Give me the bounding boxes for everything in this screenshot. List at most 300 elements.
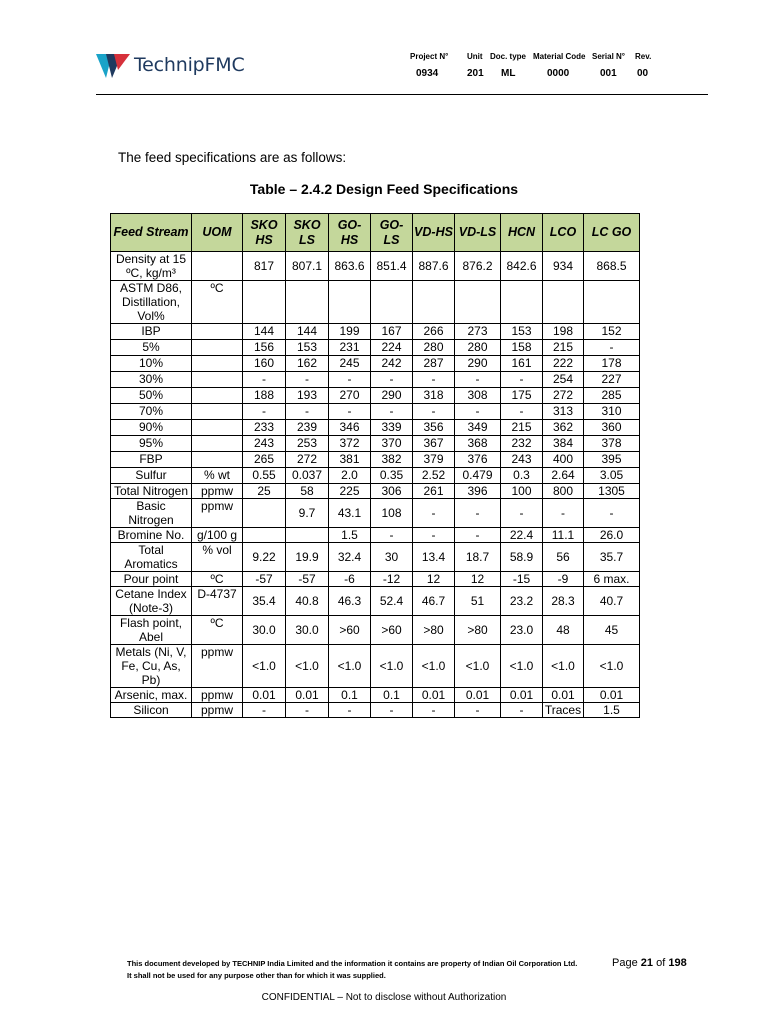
table-row bbox=[111, 372, 640, 388]
value-cell: >80 bbox=[455, 616, 501, 645]
value-cell: - bbox=[413, 703, 455, 718]
value-cell: 280 bbox=[413, 340, 455, 356]
value-cell: 265 bbox=[243, 452, 286, 468]
row-label-cell: Metals (Ni, V, Fe, Cu, As, Pb) bbox=[111, 645, 192, 688]
value-cell: 285 bbox=[584, 388, 640, 404]
value-cell: - bbox=[371, 703, 413, 718]
value-cell: - bbox=[413, 528, 455, 543]
meta-label-serial: Serial N° bbox=[592, 52, 625, 61]
value-cell: 215 bbox=[543, 340, 584, 356]
value-cell: 11.1 bbox=[543, 528, 584, 543]
technipfmc-logo-icon bbox=[96, 50, 130, 80]
value-cell: 22.4 bbox=[501, 528, 543, 543]
value-cell: - bbox=[329, 404, 371, 420]
table-row bbox=[111, 703, 640, 718]
value-cell: 367 bbox=[413, 436, 455, 452]
value-cell: 52.4 bbox=[371, 587, 413, 616]
value-cell: 243 bbox=[501, 452, 543, 468]
value-cell: <1.0 bbox=[413, 645, 455, 688]
row-label-cell: Silicon bbox=[111, 703, 192, 718]
value-cell: 851.4 bbox=[371, 252, 413, 281]
value-cell: 400 bbox=[543, 452, 584, 468]
uom-cell: ppmw bbox=[192, 645, 243, 688]
value-cell: 266 bbox=[413, 324, 455, 340]
value-cell: -6 bbox=[329, 572, 371, 587]
value-cell: <1.0 bbox=[329, 645, 371, 688]
value-cell: 0.55 bbox=[243, 468, 286, 484]
value-cell: 224 bbox=[371, 340, 413, 356]
value-cell: <1.0 bbox=[243, 645, 286, 688]
value-cell: - bbox=[455, 528, 501, 543]
value-cell: 28.3 bbox=[543, 587, 584, 616]
value-cell: Traces bbox=[543, 703, 584, 718]
meta-value-serial: 001 bbox=[600, 68, 617, 79]
table-row bbox=[111, 420, 640, 436]
uom-cell: ºC bbox=[192, 572, 243, 587]
value-cell: 199 bbox=[329, 324, 371, 340]
value-cell: 817 bbox=[243, 252, 286, 281]
value-cell: 0.01 bbox=[584, 688, 640, 703]
value-cell: 175 bbox=[501, 388, 543, 404]
page-prefix: Page bbox=[612, 957, 638, 969]
value-cell: - bbox=[584, 499, 640, 528]
value-cell: 12 bbox=[455, 572, 501, 587]
table-row bbox=[111, 528, 640, 543]
value-cell: 153 bbox=[501, 324, 543, 340]
value-cell: 239 bbox=[286, 420, 329, 436]
uom-cell: ppmw bbox=[192, 703, 243, 718]
value-cell: - bbox=[371, 372, 413, 388]
value-cell: - bbox=[413, 372, 455, 388]
meta-label-rev: Rev. bbox=[635, 52, 652, 61]
column-header: Feed Stream bbox=[111, 214, 192, 252]
value-cell: 384 bbox=[543, 436, 584, 452]
value-cell: 243 bbox=[243, 436, 286, 452]
value-cell bbox=[371, 281, 413, 324]
value-cell: 188 bbox=[243, 388, 286, 404]
uom-cell: ppmw bbox=[192, 688, 243, 703]
company-name: TechnipFMC bbox=[134, 54, 245, 76]
value-cell: 231 bbox=[329, 340, 371, 356]
meta-value-doc-type: ML bbox=[501, 68, 516, 79]
uom-cell: g/100 g bbox=[192, 528, 243, 543]
value-cell: 153 bbox=[286, 340, 329, 356]
uom-cell bbox=[192, 388, 243, 404]
meta-value-project: 0934 bbox=[416, 68, 439, 79]
column-header: VD-HS bbox=[413, 214, 455, 252]
meta-label-doc-type: Doc. type bbox=[490, 52, 527, 61]
value-cell: 193 bbox=[286, 388, 329, 404]
value-cell: 144 bbox=[286, 324, 329, 340]
uom-cell bbox=[192, 404, 243, 420]
value-cell: 0.01 bbox=[501, 688, 543, 703]
value-cell: 30 bbox=[371, 543, 413, 572]
value-cell: 270 bbox=[329, 388, 371, 404]
table-row bbox=[111, 484, 640, 499]
value-cell: 232 bbox=[501, 436, 543, 452]
value-cell: <1.0 bbox=[501, 645, 543, 688]
value-cell: 162 bbox=[286, 356, 329, 372]
value-cell bbox=[243, 281, 286, 324]
value-cell: 261 bbox=[413, 484, 455, 499]
page-number bbox=[612, 957, 687, 969]
uom-cell bbox=[192, 420, 243, 436]
value-cell: -15 bbox=[501, 572, 543, 587]
column-header: GO-LS bbox=[371, 214, 413, 252]
meta-label-unit: Unit bbox=[467, 52, 483, 61]
uom-cell: ppmw bbox=[192, 484, 243, 499]
value-cell: 108 bbox=[371, 499, 413, 528]
value-cell bbox=[286, 528, 329, 543]
row-label-cell: 5% bbox=[111, 340, 192, 356]
value-cell: - bbox=[329, 703, 371, 718]
value-cell: 378 bbox=[584, 436, 640, 452]
row-label-cell: FBP bbox=[111, 452, 192, 468]
row-label-cell: Basic Nitrogen bbox=[111, 499, 192, 528]
value-cell: 308 bbox=[455, 388, 501, 404]
table-row bbox=[111, 340, 640, 356]
table-row bbox=[111, 388, 640, 404]
value-cell: 360 bbox=[584, 420, 640, 436]
table-row bbox=[111, 587, 640, 616]
table-row bbox=[111, 281, 640, 324]
value-cell: 2.64 bbox=[543, 468, 584, 484]
value-cell: 3.05 bbox=[584, 468, 640, 484]
table-header-row bbox=[111, 214, 640, 252]
value-cell: - bbox=[455, 372, 501, 388]
value-cell: 310 bbox=[584, 404, 640, 420]
table-row bbox=[111, 252, 640, 281]
table-body bbox=[111, 252, 640, 718]
value-cell: 800 bbox=[543, 484, 584, 499]
column-header: VD-LS bbox=[455, 214, 501, 252]
footer-disclaimer bbox=[127, 958, 577, 982]
value-cell: 40.8 bbox=[286, 587, 329, 616]
value-cell bbox=[501, 281, 543, 324]
value-cell bbox=[455, 281, 501, 324]
value-cell: >60 bbox=[329, 616, 371, 645]
value-cell: >80 bbox=[413, 616, 455, 645]
value-cell: 349 bbox=[455, 420, 501, 436]
column-header: UOM bbox=[192, 214, 243, 252]
value-cell: 13.4 bbox=[413, 543, 455, 572]
value-cell: 6 max. bbox=[584, 572, 640, 587]
value-cell: 887.6 bbox=[413, 252, 455, 281]
table-row bbox=[111, 572, 640, 587]
value-cell: 152 bbox=[584, 324, 640, 340]
table-row bbox=[111, 436, 640, 452]
value-cell: 368 bbox=[455, 436, 501, 452]
value-cell bbox=[286, 281, 329, 324]
value-cell: - bbox=[413, 499, 455, 528]
table-row bbox=[111, 543, 640, 572]
row-label-cell: Arsenic, max. bbox=[111, 688, 192, 703]
value-cell: - bbox=[371, 528, 413, 543]
value-cell: 876.2 bbox=[455, 252, 501, 281]
row-label-cell: Bromine No. bbox=[111, 528, 192, 543]
value-cell: 0.479 bbox=[455, 468, 501, 484]
value-cell: -9 bbox=[543, 572, 584, 587]
value-cell: 0.35 bbox=[371, 468, 413, 484]
value-cell: 9.7 bbox=[286, 499, 329, 528]
feed-spec-table bbox=[110, 213, 640, 718]
table-row bbox=[111, 452, 640, 468]
value-cell: 2.0 bbox=[329, 468, 371, 484]
value-cell: - bbox=[413, 404, 455, 420]
value-cell: 379 bbox=[413, 452, 455, 468]
row-label-cell: 50% bbox=[111, 388, 192, 404]
value-cell: 370 bbox=[371, 436, 413, 452]
value-cell: - bbox=[243, 372, 286, 388]
column-header: GO-HS bbox=[329, 214, 371, 252]
value-cell: 0.01 bbox=[286, 688, 329, 703]
value-cell: 346 bbox=[329, 420, 371, 436]
value-cell: 160 bbox=[243, 356, 286, 372]
row-label-cell: 90% bbox=[111, 420, 192, 436]
row-label-cell: Density at 15 ºC, kg/m³ bbox=[111, 252, 192, 281]
meta-value-unit: 201 bbox=[467, 68, 484, 79]
value-cell: - bbox=[584, 340, 640, 356]
value-cell: 35.4 bbox=[243, 587, 286, 616]
value-cell: 46.3 bbox=[329, 587, 371, 616]
value-cell: - bbox=[543, 499, 584, 528]
value-cell: - bbox=[455, 499, 501, 528]
value-cell: 254 bbox=[543, 372, 584, 388]
value-cell: 306 bbox=[371, 484, 413, 499]
value-cell: 215 bbox=[501, 420, 543, 436]
value-cell: 372 bbox=[329, 436, 371, 452]
value-cell bbox=[413, 281, 455, 324]
value-cell: 1305 bbox=[584, 484, 640, 499]
page-total: 198 bbox=[668, 957, 687, 969]
row-label-cell: 95% bbox=[111, 436, 192, 452]
value-cell: 18.7 bbox=[455, 543, 501, 572]
value-cell: 356 bbox=[413, 420, 455, 436]
value-cell: - bbox=[371, 404, 413, 420]
value-cell: - bbox=[501, 404, 543, 420]
row-label-cell: Total Nitrogen bbox=[111, 484, 192, 499]
uom-cell: D-4737 bbox=[192, 587, 243, 616]
value-cell: 51 bbox=[455, 587, 501, 616]
value-cell: 23.0 bbox=[501, 616, 543, 645]
column-header: SKO LS bbox=[286, 214, 329, 252]
uom-cell bbox=[192, 372, 243, 388]
meta-value-material-code: 0000 bbox=[547, 68, 570, 79]
value-cell: 25 bbox=[243, 484, 286, 499]
value-cell: 272 bbox=[543, 388, 584, 404]
value-cell: <1.0 bbox=[371, 645, 413, 688]
value-cell bbox=[243, 499, 286, 528]
header-divider bbox=[96, 94, 708, 95]
value-cell: 318 bbox=[413, 388, 455, 404]
value-cell: -12 bbox=[371, 572, 413, 587]
row-label-cell: Flash point, Abel bbox=[111, 616, 192, 645]
confidential-notice: CONFIDENTIAL – Not to disclose without Authorization bbox=[261, 992, 507, 1003]
value-cell: 222 bbox=[543, 356, 584, 372]
uom-cell bbox=[192, 436, 243, 452]
value-cell: 280 bbox=[455, 340, 501, 356]
value-cell: 225 bbox=[329, 484, 371, 499]
page-of: of bbox=[656, 957, 666, 969]
value-cell: 0.3 bbox=[501, 468, 543, 484]
table-row bbox=[111, 404, 640, 420]
table-row bbox=[111, 468, 640, 484]
uom-cell: ºC bbox=[192, 281, 243, 324]
column-header: SKO HS bbox=[243, 214, 286, 252]
value-cell: 23.2 bbox=[501, 587, 543, 616]
company-logo bbox=[96, 50, 245, 80]
table-caption: Table – 2.4.2 Design Feed Specifications bbox=[249, 181, 519, 197]
value-cell: 0.01 bbox=[243, 688, 286, 703]
row-label-cell: Sulfur bbox=[111, 468, 192, 484]
value-cell: - bbox=[501, 372, 543, 388]
value-cell: 0.1 bbox=[329, 688, 371, 703]
value-cell: 339 bbox=[371, 420, 413, 436]
value-cell: <1.0 bbox=[543, 645, 584, 688]
value-cell: 382 bbox=[371, 452, 413, 468]
uom-cell bbox=[192, 252, 243, 281]
value-cell: - bbox=[243, 703, 286, 718]
value-cell: 58.9 bbox=[501, 543, 543, 572]
row-label-cell: Total Aromatics bbox=[111, 543, 192, 572]
footer-disclaimer-line-2: It shall not be used for any purpose other than for which it was supplied. bbox=[127, 971, 386, 980]
value-cell: 242 bbox=[371, 356, 413, 372]
meta-value-rev: 00 bbox=[637, 68, 649, 79]
value-cell: 273 bbox=[455, 324, 501, 340]
value-cell: 48 bbox=[543, 616, 584, 645]
table-row bbox=[111, 499, 640, 528]
row-label-cell: Pour point bbox=[111, 572, 192, 587]
table-row bbox=[111, 616, 640, 645]
value-cell: 934 bbox=[543, 252, 584, 281]
value-cell: 12 bbox=[413, 572, 455, 587]
uom-cell: % wt bbox=[192, 468, 243, 484]
table-row bbox=[111, 645, 640, 688]
value-cell: 43.1 bbox=[329, 499, 371, 528]
value-cell: <1.0 bbox=[584, 645, 640, 688]
row-label-cell: 30% bbox=[111, 372, 192, 388]
value-cell: 253 bbox=[286, 436, 329, 452]
uom-cell bbox=[192, 324, 243, 340]
uom-cell: % vol bbox=[192, 543, 243, 572]
uom-cell bbox=[192, 452, 243, 468]
value-cell: 198 bbox=[543, 324, 584, 340]
value-cell: 161 bbox=[501, 356, 543, 372]
value-cell bbox=[584, 281, 640, 324]
value-cell: -57 bbox=[243, 572, 286, 587]
value-cell: 0.1 bbox=[371, 688, 413, 703]
value-cell: 842.6 bbox=[501, 252, 543, 281]
value-cell: 156 bbox=[243, 340, 286, 356]
value-cell: 32.4 bbox=[329, 543, 371, 572]
value-cell: - bbox=[501, 703, 543, 718]
row-label-cell: ASTM D86, Distillation, Vol% bbox=[111, 281, 192, 324]
value-cell: 868.5 bbox=[584, 252, 640, 281]
value-cell: 287 bbox=[413, 356, 455, 372]
value-cell: 2.52 bbox=[413, 468, 455, 484]
value-cell: 362 bbox=[543, 420, 584, 436]
value-cell: 35.7 bbox=[584, 543, 640, 572]
value-cell: 58 bbox=[286, 484, 329, 499]
value-cell: 1.5 bbox=[329, 528, 371, 543]
uom-cell: ppmw bbox=[192, 499, 243, 528]
value-cell: 290 bbox=[455, 356, 501, 372]
column-header: HCN bbox=[501, 214, 543, 252]
table-row bbox=[111, 356, 640, 372]
value-cell: 807.1 bbox=[286, 252, 329, 281]
value-cell: 144 bbox=[243, 324, 286, 340]
value-cell: 376 bbox=[455, 452, 501, 468]
value-cell: 1.5 bbox=[584, 703, 640, 718]
footer-disclaimer-line-1: This document developed by TECHNIP India Limited and the information it contains are property of Indian Oil Corporation Ltd. bbox=[127, 959, 578, 968]
value-cell: 0.01 bbox=[543, 688, 584, 703]
value-cell: 863.6 bbox=[329, 252, 371, 281]
value-cell bbox=[543, 281, 584, 324]
value-cell: 272 bbox=[286, 452, 329, 468]
meta-label-material-code: Material Code bbox=[533, 52, 586, 61]
value-cell: 0.01 bbox=[413, 688, 455, 703]
value-cell: <1.0 bbox=[455, 645, 501, 688]
value-cell: 227 bbox=[584, 372, 640, 388]
value-cell: 30.0 bbox=[243, 616, 286, 645]
value-cell: 45 bbox=[584, 616, 640, 645]
value-cell: - bbox=[501, 499, 543, 528]
uom-cell: ºC bbox=[192, 616, 243, 645]
value-cell: 26.0 bbox=[584, 528, 640, 543]
value-cell: 56 bbox=[543, 543, 584, 572]
value-cell: - bbox=[243, 404, 286, 420]
row-label-cell: 10% bbox=[111, 356, 192, 372]
row-label-cell: 70% bbox=[111, 404, 192, 420]
value-cell: 313 bbox=[543, 404, 584, 420]
value-cell: 233 bbox=[243, 420, 286, 436]
value-cell bbox=[243, 528, 286, 543]
value-cell: 0.037 bbox=[286, 468, 329, 484]
table-row bbox=[111, 324, 640, 340]
value-cell: - bbox=[329, 372, 371, 388]
value-cell bbox=[329, 281, 371, 324]
row-label-cell: IBP bbox=[111, 324, 192, 340]
uom-cell bbox=[192, 340, 243, 356]
value-cell: - bbox=[286, 703, 329, 718]
value-cell: 396 bbox=[455, 484, 501, 499]
row-label-cell: Cetane Index (Note-3) bbox=[111, 587, 192, 616]
value-cell: 46.7 bbox=[413, 587, 455, 616]
value-cell: >60 bbox=[371, 616, 413, 645]
value-cell: 158 bbox=[501, 340, 543, 356]
value-cell: -57 bbox=[286, 572, 329, 587]
intro-text: The feed specifications are as follows: bbox=[118, 150, 347, 165]
table-row bbox=[111, 688, 640, 703]
value-cell: 167 bbox=[371, 324, 413, 340]
value-cell: 0.01 bbox=[455, 688, 501, 703]
value-cell: - bbox=[286, 404, 329, 420]
value-cell: 40.7 bbox=[584, 587, 640, 616]
value-cell: 100 bbox=[501, 484, 543, 499]
value-cell: - bbox=[455, 404, 501, 420]
value-cell: 290 bbox=[371, 388, 413, 404]
value-cell: 245 bbox=[329, 356, 371, 372]
value-cell: - bbox=[455, 703, 501, 718]
value-cell: 19.9 bbox=[286, 543, 329, 572]
uom-cell bbox=[192, 356, 243, 372]
column-header: LCO bbox=[543, 214, 584, 252]
value-cell: 381 bbox=[329, 452, 371, 468]
value-cell: 395 bbox=[584, 452, 640, 468]
page-current: 21 bbox=[640, 957, 654, 969]
value-cell: 9.22 bbox=[243, 543, 286, 572]
value-cell: 30.0 bbox=[286, 616, 329, 645]
